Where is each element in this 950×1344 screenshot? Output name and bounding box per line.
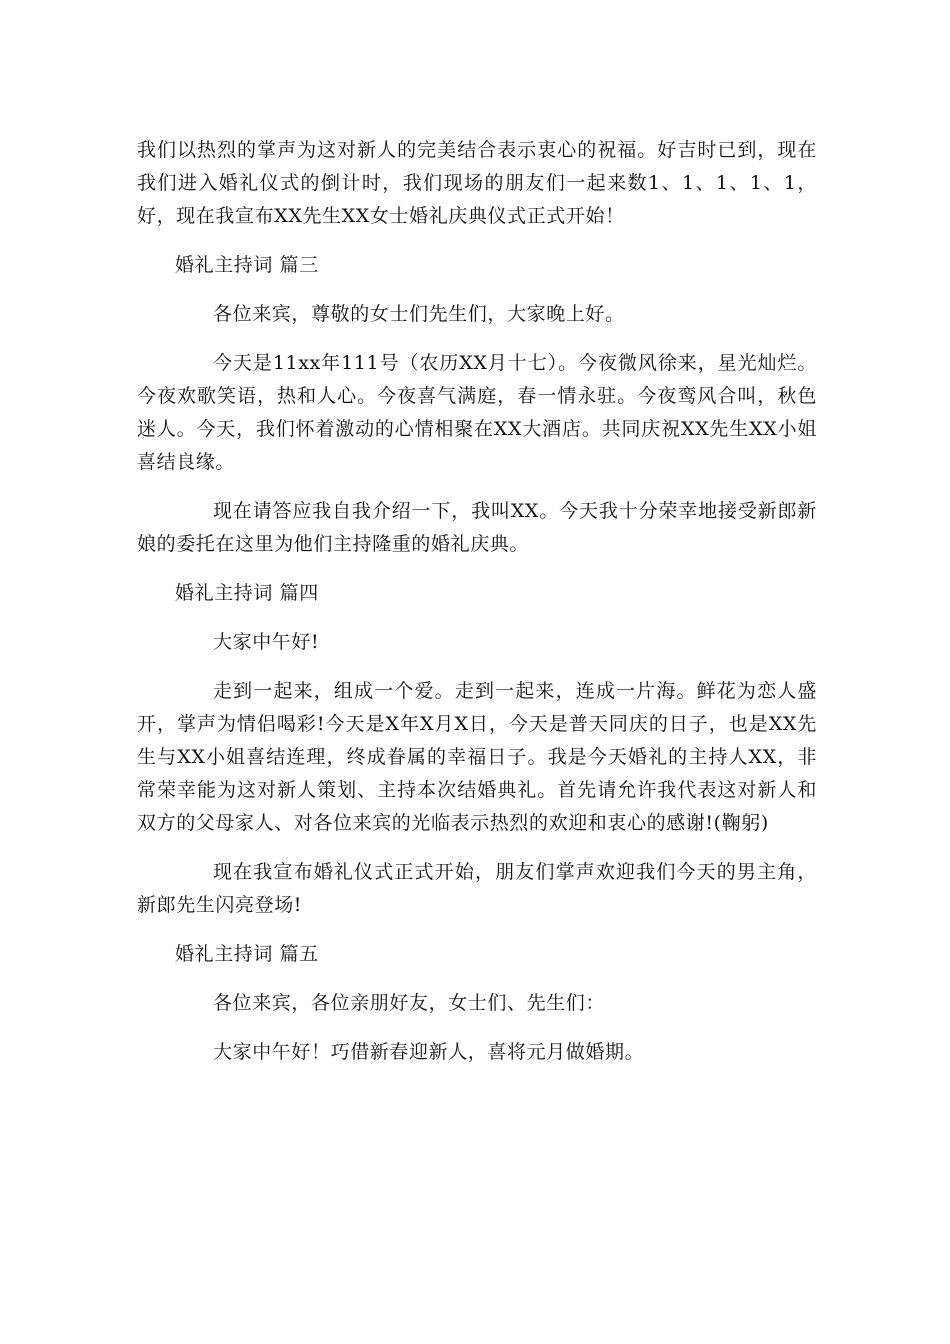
paragraph-address-guests: 各位来宾，各位亲朋好友，女士们、先生们： bbox=[213, 992, 606, 1014]
paragraph-host-introduction: 现在请答应我自我介绍一下，我叫XX。今天我十分荣幸地接受新郎新娘的委托在这里为他们主持隆重的婚礼庆典。 bbox=[137, 500, 817, 555]
paragraph-groom-entrance: 现在我宣布婚礼仪式正式开始，朋友们掌声欢迎我们今天的男主角，新郎先生闪亮登场! bbox=[137, 861, 817, 916]
paragraph-greeting-evening: 各位来宾，尊敬的女士们先生们，大家晚上好。 bbox=[213, 303, 625, 325]
paragraph-closing-ceremony: 我们以热烈的掌声为这对新人的完美结合表示衷心的祝福。好吉时已到，现在我们进入婚礼仪式的倒计时，我们现场的朋友们一起来数1、1、1、1、1，好，现在我宣布XX先生XX女士婚礼庆典仪式正式开始！ bbox=[137, 139, 817, 227]
document-body bbox=[137, 134, 817, 1069]
paragraph-date-and-scene: 今天是11xx年111号（农历XX月十七）。今夜微风徐来，星光灿烂。今夜欢歌笑语，热和人心。今夜喜气满庭，春一情永驻。今夜鸾风合叫，秋色迷人。今天，我们怀着激动的心情相聚在XX大酒店。共同庆祝XX先生XX小姐喜结良缘。 bbox=[137, 352, 817, 473]
paragraph-new-year-wedding: 大家中午好！巧借新春迎新人，喜将元月做婚期。 bbox=[213, 1041, 645, 1063]
paragraph-opening-speech: 走到一起来，组成一个爱。走到一起来，连成一片海。鲜花为恋人盛开，掌声为情侣喝彩!今天是X年X月X日，今天是普天同庆的日子，也是XX先生与XX小姐喜结连理，终成眷属的幸福日子。我是今天婚礼的主持人XX，非常荣幸能为这对新人策划、主持本次结婚典礼。首先请允许我代表这对新人和双方的父母家人、对各位来宾的光临表示热烈的欢迎和衷心的感谢!(鞠躬) bbox=[137, 680, 817, 834]
section-heading-part-four: 婚礼主持词 篇四 bbox=[175, 582, 319, 604]
section-heading-part-three: 婚礼主持词 篇三 bbox=[175, 254, 319, 276]
section-heading-part-five: 婚礼主持词 篇五 bbox=[175, 943, 319, 965]
paragraph-greeting-noon: 大家中午好! bbox=[213, 631, 320, 653]
